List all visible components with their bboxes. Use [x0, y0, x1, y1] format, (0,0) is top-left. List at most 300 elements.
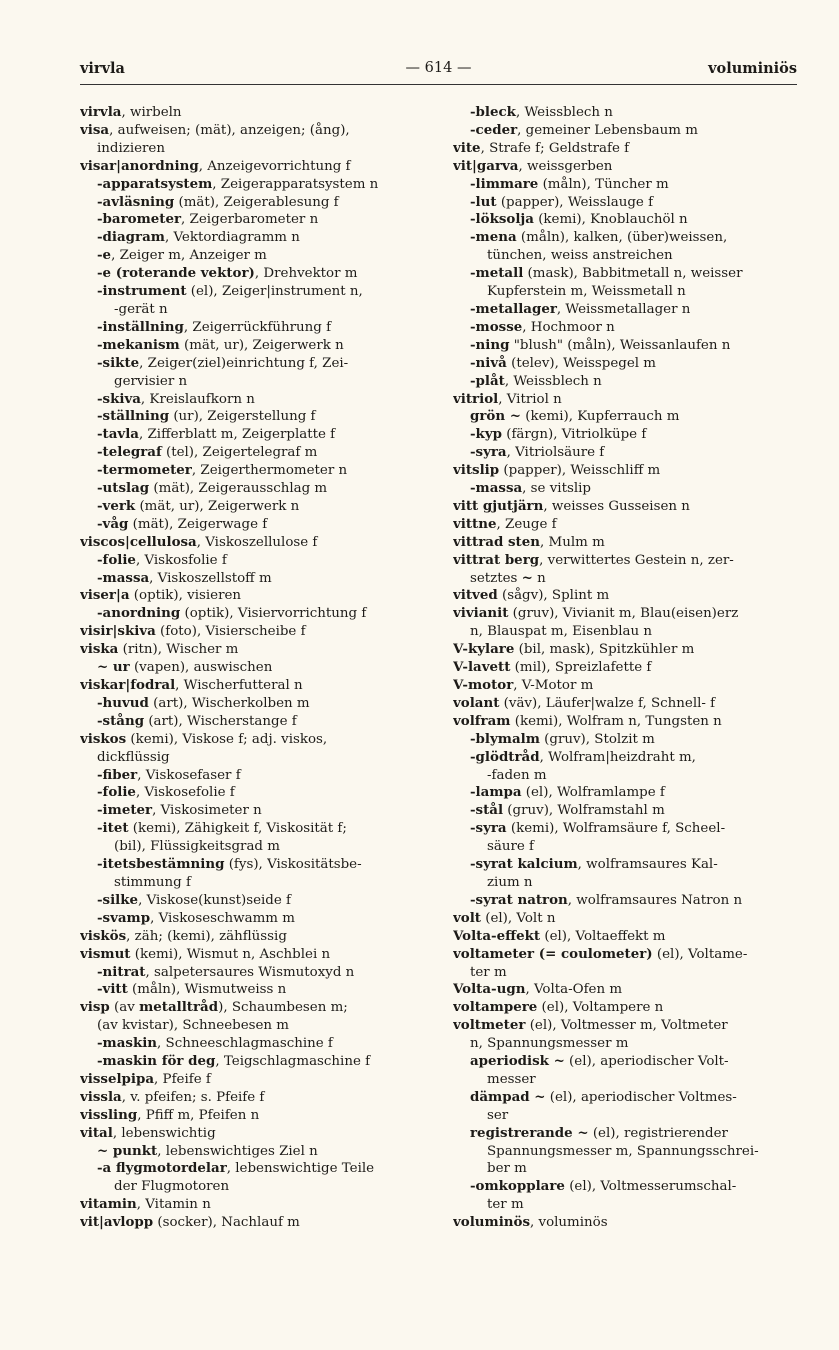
entry-line: [470, 749, 803, 767]
entry-line: [80, 1071, 430, 1089]
sub-entry: [80, 319, 430, 337]
entry-continuation-line: [97, 838, 430, 856]
headword: volfram: [453, 712, 511, 729]
entry-line: [80, 1107, 430, 1125]
headword: viser|a: [80, 587, 130, 604]
definition-text: (mät), Zeigerausschlag m: [149, 481, 328, 497]
definition-text: , aufweisen; (mät), anzeigen; (ång),: [109, 122, 350, 138]
dictionary-entry: [80, 677, 430, 695]
entry-line: [97, 784, 430, 802]
entry-continuation-line: [80, 140, 430, 158]
definition-text: Spannungsmesser m, Spannungsschrei-: [487, 1143, 759, 1159]
headword: -vitt: [97, 981, 128, 998]
definition-text: , Mulm m: [539, 534, 605, 550]
entry-line: [97, 802, 430, 820]
entry-line: [470, 265, 803, 283]
definition-text: (kemi), Wismut n, Aschblei n: [130, 946, 331, 962]
dictionary-entry: [453, 713, 803, 731]
entry-line: [470, 104, 803, 122]
definition-text: (el), Volt n: [480, 910, 556, 926]
definition-text: , Viskosefaser f: [137, 767, 241, 783]
headword: -e: [97, 247, 112, 264]
entry-line: [80, 1196, 430, 1214]
entry-line: [470, 176, 803, 194]
definition-text: , weisses Gusseisen n: [543, 498, 690, 514]
definition-text: , wolframsaures Natron n: [567, 892, 743, 908]
headword: -fiber: [97, 766, 138, 783]
entry-line: [470, 194, 803, 212]
sub-entry: [453, 194, 803, 212]
headword: vittrat berg: [453, 551, 540, 568]
headword: -metallager: [470, 300, 557, 317]
entry-continuation-line: [453, 570, 803, 588]
sub-entry: [453, 784, 803, 802]
definition-text: setztes: [470, 570, 522, 586]
headword: -syrat kalcium: [470, 856, 578, 873]
definition-text: n, Blauspat m, Eisenblau n: [470, 624, 652, 640]
entry-line: [80, 587, 430, 605]
definition-text: (måln), kalken, (über)weissen,: [516, 230, 728, 246]
tilde-repeat-mark: ~: [521, 569, 533, 586]
headword: -barometer: [97, 211, 182, 228]
entry-continuation-line: [470, 1196, 803, 1214]
definition-text: (el), aperiodischer Volt-: [564, 1054, 729, 1070]
headword: -syra: [470, 444, 507, 461]
dictionary-entry: [80, 731, 430, 767]
entry-line: [453, 659, 803, 677]
dictionary-entry: [453, 158, 803, 176]
entry-continuation-line: [80, 1017, 430, 1035]
headword: vitamin: [80, 1196, 137, 1213]
definition-text: (kemi), Knoblauchöl n: [533, 212, 688, 228]
headword: visar|anordning: [80, 157, 199, 174]
entry-line: [97, 552, 430, 570]
headword: -mekanism: [97, 336, 180, 353]
headword: metalltråd: [139, 999, 219, 1016]
definition-text: tünchen, weiss anstreichen: [487, 248, 673, 264]
definition-text: n: [532, 570, 546, 586]
entry-continuation-line: [470, 1107, 803, 1125]
entry-line: [97, 1053, 430, 1071]
definition-text: , Viskoszellulose f: [196, 534, 318, 550]
headword: -folie: [97, 551, 136, 568]
headword: vital: [80, 1124, 113, 1141]
entry-line: [470, 229, 803, 247]
sub-entry: [80, 194, 430, 212]
headword: -diagram: [97, 229, 165, 246]
dictionary-entry: [80, 1107, 430, 1125]
dictionary-entry: [80, 623, 430, 641]
headword: -folie: [97, 784, 136, 801]
headword: -verk: [97, 497, 136, 514]
entry-line: [97, 194, 430, 212]
headword: -glödtråd: [470, 748, 540, 765]
headword: -ceder: [470, 121, 518, 138]
sub-entry: [453, 211, 803, 229]
definition-text: , gemeiner Lebensbaum m: [517, 122, 698, 138]
running-header: [80, 60, 797, 82]
entry-line: [97, 444, 430, 462]
sub-entry: [453, 122, 803, 140]
headword: vissla: [80, 1088, 122, 1105]
entry-line: [453, 462, 803, 480]
headword: vit|avlopp: [80, 1214, 154, 1231]
definition-text: (gruv), Wolframstahl m: [503, 803, 665, 819]
definition-text: (foto), Visierscheibe f: [155, 624, 306, 640]
entry-continuation-line: [453, 964, 803, 982]
headword: -metall: [470, 265, 524, 282]
definition-text: , Viskoszellstoff m: [149, 570, 272, 586]
sub-entry: [453, 355, 803, 373]
entry-continuation-line: [97, 373, 430, 391]
entry-line: [80, 731, 430, 749]
headword: voltmeter: [453, 1017, 526, 1034]
tilde-repeat-mark: ~: [97, 1142, 109, 1159]
entry-line: [97, 337, 430, 355]
dictionary-entry: [453, 498, 803, 516]
entry-line: [453, 910, 803, 928]
definition-text: , weissgerben: [518, 158, 613, 174]
entry-line: [470, 856, 803, 874]
dictionary-entry: [80, 928, 430, 946]
sub-entry: [80, 570, 430, 588]
headword: -tavla: [97, 426, 139, 443]
definition-text: (telev), Weisspegel m: [506, 355, 656, 371]
sub-entry: [453, 820, 803, 856]
entry-line: [470, 122, 803, 140]
dictionary-entry: [80, 641, 430, 659]
right-column: [453, 104, 803, 1232]
definition-text: messer: [487, 1071, 536, 1087]
entry-line: [453, 677, 803, 695]
sub-entry: [80, 1160, 430, 1196]
headword: -telegraf: [97, 444, 162, 461]
headword: Volta-effekt: [453, 927, 541, 944]
entry-continuation-line: [453, 1035, 803, 1053]
definition-text: (mät), Zeigerablesung f: [174, 194, 339, 210]
sub-entry: [80, 1053, 430, 1071]
entry-line: [470, 480, 803, 498]
sub-entry: [80, 211, 430, 229]
entry-line: [97, 856, 430, 874]
dictionary-entry: [453, 391, 803, 409]
definition-text: (fys), Viskositätsbe-: [224, 857, 362, 873]
entry-line: [97, 408, 430, 426]
definition-text: (ritn), Wischer m: [118, 642, 239, 658]
entry-line: [470, 337, 803, 355]
definition-text: (el), Voltame-: [652, 946, 748, 962]
definition-text: (gruv), Stolzit m: [539, 731, 655, 747]
definition-text: ser: [487, 1107, 509, 1123]
dictionary-entry: [453, 605, 803, 641]
dictionary-entry: [453, 552, 803, 588]
definition-text: (mät, ur), Zeigerwerk n: [179, 337, 344, 353]
headword: -itet: [97, 820, 129, 837]
sub-entry: [453, 426, 803, 444]
definition-text: (sågv), Splint m: [497, 588, 610, 604]
headword: ur: [108, 659, 130, 676]
entry-line: [97, 659, 430, 677]
definition-text: , Anzeigevorrichtung f: [198, 158, 351, 174]
sub-entry: [80, 820, 430, 856]
entry-line: [97, 820, 430, 838]
headword: -anordning: [97, 605, 181, 622]
sub-entry: [80, 355, 430, 391]
definition-text: (mask), Babbitmetall n, weisser: [523, 266, 743, 282]
dictionary-entry: [80, 946, 430, 964]
entry-line: [453, 516, 803, 534]
headword: -lut: [470, 193, 497, 210]
headword: viskar|fodral: [80, 677, 176, 693]
entry-line: [97, 892, 430, 910]
headword: -våg: [97, 515, 129, 532]
definition-text: , Zifferblatt m, Zeigerplatte f: [138, 427, 336, 443]
headword: V-lavett: [453, 659, 511, 676]
headword: -löksolja: [470, 211, 534, 228]
sub-entry: [453, 1178, 803, 1214]
sub-entry: [80, 265, 430, 283]
definition-text: , Zeigerrückführung f: [183, 319, 332, 335]
sub-entry: [453, 480, 803, 498]
headword: visselpipa: [80, 1070, 155, 1087]
sub-entry: [80, 480, 430, 498]
definition-text: (el), Voltampere n: [537, 1000, 664, 1016]
entry-line: [453, 140, 803, 158]
sub-entry: [80, 408, 430, 426]
headword: -skiva: [97, 390, 141, 407]
definition-text: (väv), Läufer|walze f, Schnell- f: [499, 695, 716, 711]
entry-line: [80, 122, 430, 140]
dictionary-entry: [80, 1089, 430, 1107]
entry-line: [470, 373, 803, 391]
headword: -instrument: [97, 283, 187, 300]
dictionary-entry: [453, 999, 803, 1017]
headword: punkt: [108, 1142, 158, 1159]
definition-text: (kemi), Wolfram n, Tungsten n: [510, 713, 722, 729]
headword: volant: [453, 694, 500, 711]
definition-text: , Zeigerapparatsystem n: [212, 176, 379, 192]
headword: dämpad: [470, 1088, 535, 1105]
entry-line: [470, 820, 803, 838]
definition-text: , Wischerfutteral n: [175, 678, 303, 693]
entry-continuation-line: [97, 874, 430, 892]
entry-line: [453, 928, 803, 946]
headword: virvla: [80, 104, 122, 120]
entry-line: [80, 1089, 430, 1107]
definition-text: , V-Motor m: [513, 678, 594, 693]
entry-line: [80, 1214, 430, 1232]
header-rule: [80, 84, 797, 85]
headword: visp: [80, 999, 110, 1016]
entry-line: [80, 928, 430, 946]
headword: -omkopplare: [470, 1178, 565, 1195]
definition-text: , v. pfeifen; s. Pfeife f: [121, 1089, 265, 1105]
definition-text: (optik), visieren: [129, 588, 242, 604]
sub-entry: [453, 731, 803, 749]
headword: viskös: [80, 927, 127, 944]
sub-entry: [80, 498, 430, 516]
definition-text: (mät, ur), Zeigerwerk n: [135, 498, 300, 514]
entry-line: [97, 695, 430, 713]
sub-entry: [80, 462, 430, 480]
entry-line: [97, 229, 430, 247]
entry-line: [470, 1053, 803, 1071]
entry-line: [97, 355, 430, 373]
definition-text: (av kvistar), Schneebesen m: [97, 1018, 290, 1034]
entry-line: [97, 570, 430, 588]
entry-line: [470, 1089, 803, 1107]
tilde-repeat-mark: ~: [534, 1088, 546, 1105]
definition-text: , Zeigerbarometer n: [181, 212, 319, 228]
headword: vismut: [80, 945, 131, 962]
sub-entry: [453, 104, 803, 122]
sub-entry: [453, 892, 803, 910]
definition-text: indizieren: [97, 140, 165, 156]
definition-text: , voluminös: [530, 1215, 608, 1231]
entry-line: [80, 534, 430, 552]
definition-text: (mil), Spreizlafette f: [510, 660, 652, 676]
dictionary-entry: [80, 122, 430, 158]
entry-line: [97, 283, 430, 301]
tilde-repeat-mark: ~: [97, 659, 109, 676]
dictionary-entry: [453, 462, 803, 480]
definition-text: (färgn), Vitriolküpe f: [501, 427, 647, 443]
definition-text: , Viskoseschwamm m: [150, 910, 295, 926]
entry-line: [453, 605, 803, 623]
sub-entry: [80, 910, 430, 928]
definition-text: , salpetersaures Wismutoxyd n: [145, 964, 355, 980]
definition-text: , Hochmoor n: [522, 319, 615, 335]
definition-text: , Pfiff m, Pfeifen n: [137, 1107, 260, 1123]
definition-text: , Drehvektor m: [254, 266, 358, 282]
headword: -plåt: [470, 372, 505, 389]
definition-text: , Viskosfolie f: [135, 552, 227, 568]
dictionary-entry: [80, 158, 430, 176]
definition-text: , Teigschlagmaschine f: [215, 1054, 371, 1070]
entry-line: [80, 104, 430, 122]
headword: vitslip: [453, 462, 500, 479]
headword: -a flygmotordelar: [97, 1160, 227, 1177]
entry-line: [470, 1125, 803, 1143]
entry-line: [97, 247, 430, 265]
definition-text: (gruv), Vivianit m, Blau(eisen)erz: [508, 606, 739, 622]
definition-text: (av: [109, 1000, 140, 1016]
entry-line: [97, 211, 430, 229]
headword: -nivå: [470, 354, 507, 371]
sub-entry: [453, 301, 803, 319]
headword: vit|garva: [453, 157, 519, 174]
definition-text: , Weissmetallager n: [556, 301, 691, 317]
sub-entry: [453, 444, 803, 462]
definition-text: , Zeiger m, Anzeiger m: [111, 248, 267, 264]
entry-line: [97, 910, 430, 928]
entry-continuation-line: [470, 1143, 803, 1161]
definition-text: (bil), Flüssigkeitsgrad m: [114, 839, 280, 855]
entry-line: [453, 534, 803, 552]
dictionary-entry: [453, 1214, 803, 1232]
definition-text: , Zeuge f: [496, 516, 557, 532]
definition-text: (kemi), Wolframsäure f, Scheel-: [506, 821, 726, 837]
dictionary-entry: [453, 677, 803, 695]
definition-text: , Pfeife f: [154, 1071, 211, 1087]
tilde-repeat-mark: ~: [509, 408, 521, 425]
sub-entry: [453, 1125, 803, 1179]
sub-entry: [80, 229, 430, 247]
headword: -lampa: [470, 784, 522, 801]
sub-entry: [453, 319, 803, 337]
definition-text: , Vektordiagramm n: [164, 230, 300, 246]
header-last-word: voluminiös: [708, 60, 797, 77]
entry-line: [80, 158, 430, 176]
sub-entry: [80, 176, 430, 194]
dictionary-entry: [453, 928, 803, 946]
headword: -maskin för deg: [97, 1053, 216, 1070]
definition-text: , Vitamin n: [136, 1197, 211, 1213]
sub-entry: [80, 767, 430, 785]
sub-entry: [453, 749, 803, 785]
headword: -bleck: [470, 104, 516, 120]
entry-line: [453, 641, 803, 659]
definition-text: , Zeiger(ziel)einrichtung f, Zei-: [139, 355, 349, 371]
headword: vittrad sten: [453, 533, 540, 550]
tilde-repeat-mark: ~: [553, 1053, 565, 1070]
sub-entry: [453, 1053, 803, 1089]
entry-line: [470, 426, 803, 444]
headword: -sikte: [97, 354, 140, 371]
definition-text: , se vitslip: [522, 481, 591, 497]
entry-line: [453, 1017, 803, 1035]
sub-entry: [80, 1143, 430, 1161]
definition-text: (kemi), Kupferrauch m: [520, 409, 680, 425]
definition-text: (el), Wolframlampe f: [521, 785, 665, 801]
entry-continuation-line: [470, 838, 803, 856]
definition-text: , lebenswichtige Teile: [226, 1161, 375, 1177]
definition-text: (kemi), Zähigkeit f, Viskosität f;: [128, 821, 347, 837]
entry-continuation-line: [470, 283, 803, 301]
sub-entry: [453, 802, 803, 820]
dictionary-entry: [80, 1125, 430, 1143]
definition-text: , Kreislaufkorn n: [140, 391, 255, 407]
definition-text: , Viskosimeter n: [152, 803, 262, 819]
left-column: [80, 104, 430, 1232]
entry-line: [453, 498, 803, 516]
definition-text: n, Spannungsmesser m: [470, 1036, 629, 1052]
definition-text: (måln), Tüncher m: [538, 176, 669, 192]
headword: -mena: [470, 229, 517, 246]
definition-text: , Viskosefolie f: [135, 785, 235, 801]
entry-line: [97, 480, 430, 498]
entry-line: [97, 1143, 430, 1161]
entry-line: [80, 641, 430, 659]
definition-text: ter m: [470, 964, 507, 980]
headword: aperiodisk: [470, 1053, 554, 1070]
definition-text: Kupferstein m, Weissmetall n: [487, 284, 686, 300]
definition-text: (optik), Visiervorrichtung f: [180, 606, 367, 622]
entry-line: [470, 408, 803, 426]
definition-text: dickflüssig: [97, 749, 170, 765]
definition-text: zium n: [487, 874, 533, 890]
headword: viskos: [80, 730, 127, 747]
entry-line: [453, 999, 803, 1017]
definition-text: ber m: [487, 1161, 527, 1177]
entry-line: [470, 301, 803, 319]
headword: vivianit: [453, 605, 509, 622]
headword: -blymalm: [470, 730, 540, 747]
dictionary-entry: [453, 910, 803, 928]
definition-text: (el), Voltmesserumschal-: [564, 1179, 737, 1195]
definition-text: (måln), Wismutweiss n: [127, 982, 287, 998]
sub-entry: [80, 444, 430, 462]
